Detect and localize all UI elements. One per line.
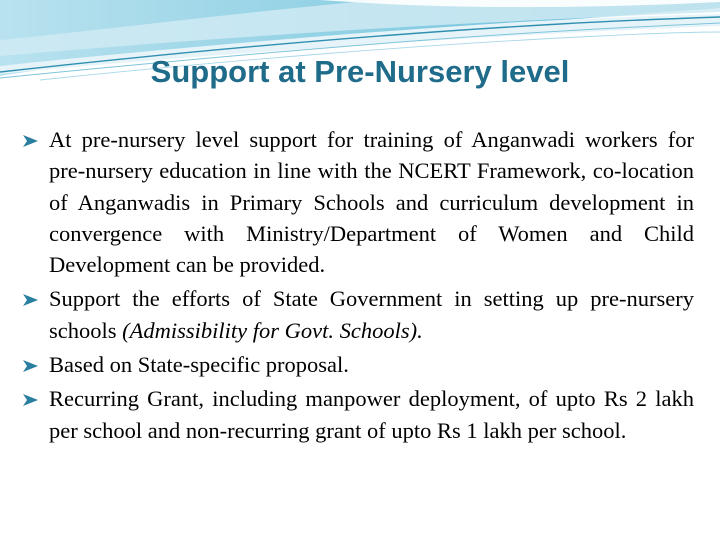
list-item bbox=[22, 383, 694, 446]
list-item bbox=[22, 349, 694, 380]
arrowhead-bullet-icon bbox=[22, 393, 39, 407]
bullet-text: Based on State-specific proposal. bbox=[49, 352, 349, 378]
bullet-text: Support the efforts of State Government in setting up pre-nursery schools bbox=[49, 286, 694, 343]
bullet-text: At pre-nursery level support for training of Anganwadi workers for pre-nursery education in line with the NCERT Framework, co-location of Anganwadis in Primary Schools and curriculum development in convergence with Ministry/Department of Women and Child Development can be provided. bbox=[49, 127, 694, 278]
arrowhead-bullet-icon bbox=[22, 134, 39, 148]
bullet-text: Recurring Grant, including manpower deployment, of upto Rs 2 lakh per school and non-recurring grant of upto Rs 1 lakh per school. bbox=[49, 386, 694, 443]
arrowhead-bullet-icon bbox=[22, 359, 39, 373]
slide-title: Support at Pre-Nursery level bbox=[150, 54, 570, 89]
bullet-list bbox=[22, 124, 694, 449]
list-item bbox=[22, 283, 694, 346]
list-item bbox=[22, 124, 694, 280]
arrowhead-bullet-icon bbox=[22, 293, 39, 307]
bullet-italic-note: (Admissibility for Govt. Schools). bbox=[122, 317, 423, 343]
